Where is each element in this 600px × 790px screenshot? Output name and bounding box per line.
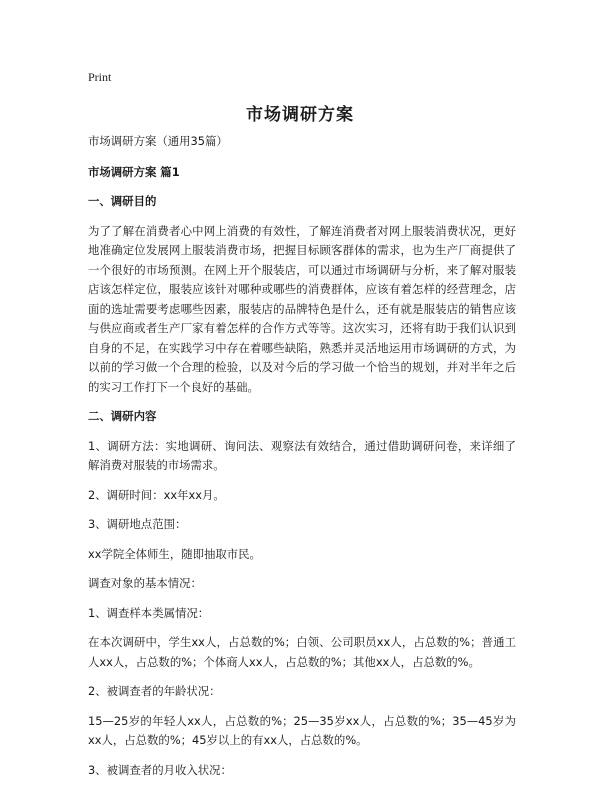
paragraph-age-detail: 15—25岁的年轻人xx人，占总数的%；25—35岁xx人，占总数的%；35—45岁为xx人，占总数的%；45岁以上的有xx人，占总数的%。 [88, 713, 516, 747]
document-title: 市场调研方案 [246, 105, 354, 125]
paragraph-sample-detail: 在本次调研中，学生xx人，占总数的%；白领、公司职员xx人，占总数的%；普通工人xx人，占总数的%；个体商人xx人，占总数的%；其他xx人，占总数的%。 [88, 635, 516, 669]
heading-research-content: 二、调研内容 [88, 409, 157, 423]
paragraph-location-detail: xx学院全体师生，随即抽取市民。 [88, 546, 261, 561]
paragraph-method: 1、调研方法：实地调研、询问法、观察法有效结合，通过借助调研问卷，来详细了解消费对服装的市场需求。 [88, 438, 516, 472]
paragraph-location: 3、调研地点范围： [88, 517, 187, 531]
paragraph-time: 2、调研时间：xx年xx月。 [88, 487, 225, 502]
print-label[interactable]: Print [88, 70, 112, 84]
paragraph-sample-type: 1、调查样本类属情况： [88, 605, 210, 620]
paragraph-subjects: 调查对象的基本情况： [88, 576, 202, 590]
paragraph-purpose: 为了了解在消费者心中网上消费的有效性，了解连消费者对网上服装消费状况，更好地准确定位发展网上服装消费市场，把握目标顾客群体的需求，也为生产厂商提供了一个很好的市场预测。在网上开个服装店，可以通过市场调研与分析，来了解对服装店该怎样定位，服装应该针对哪种或哪些的消费群体，应该有着怎样的经营理念，店面的选址需要考虑哪些因素，服装店的品牌特色是什么，还有就是服装店的销售应该与供应商或者生产厂家有着怎样的合作方式等等。这次实习，还将有助于我们认识到自身的不足，在实践学习中存在着哪些缺陷，熟悉并灵活地运用市场调研的方式，为以前的学习做一个合理的检验，以及对今后的学习做一个恰当的规划，并对半年之后的实习工作打下一个良好的基础。 [88, 223, 516, 394]
section-title: 市场调研方案 篇1 [88, 164, 180, 179]
paragraph-age: 2、被调查者的年龄状况： [88, 684, 221, 698]
heading-research-purpose: 一、调研目的 [88, 194, 157, 208]
paragraph-income: 3、被调查者的月收入状况： [88, 762, 232, 777]
document-body [88, 132, 516, 790]
document-subtitle: 市场调研方案（通用35篇） [88, 134, 228, 148]
